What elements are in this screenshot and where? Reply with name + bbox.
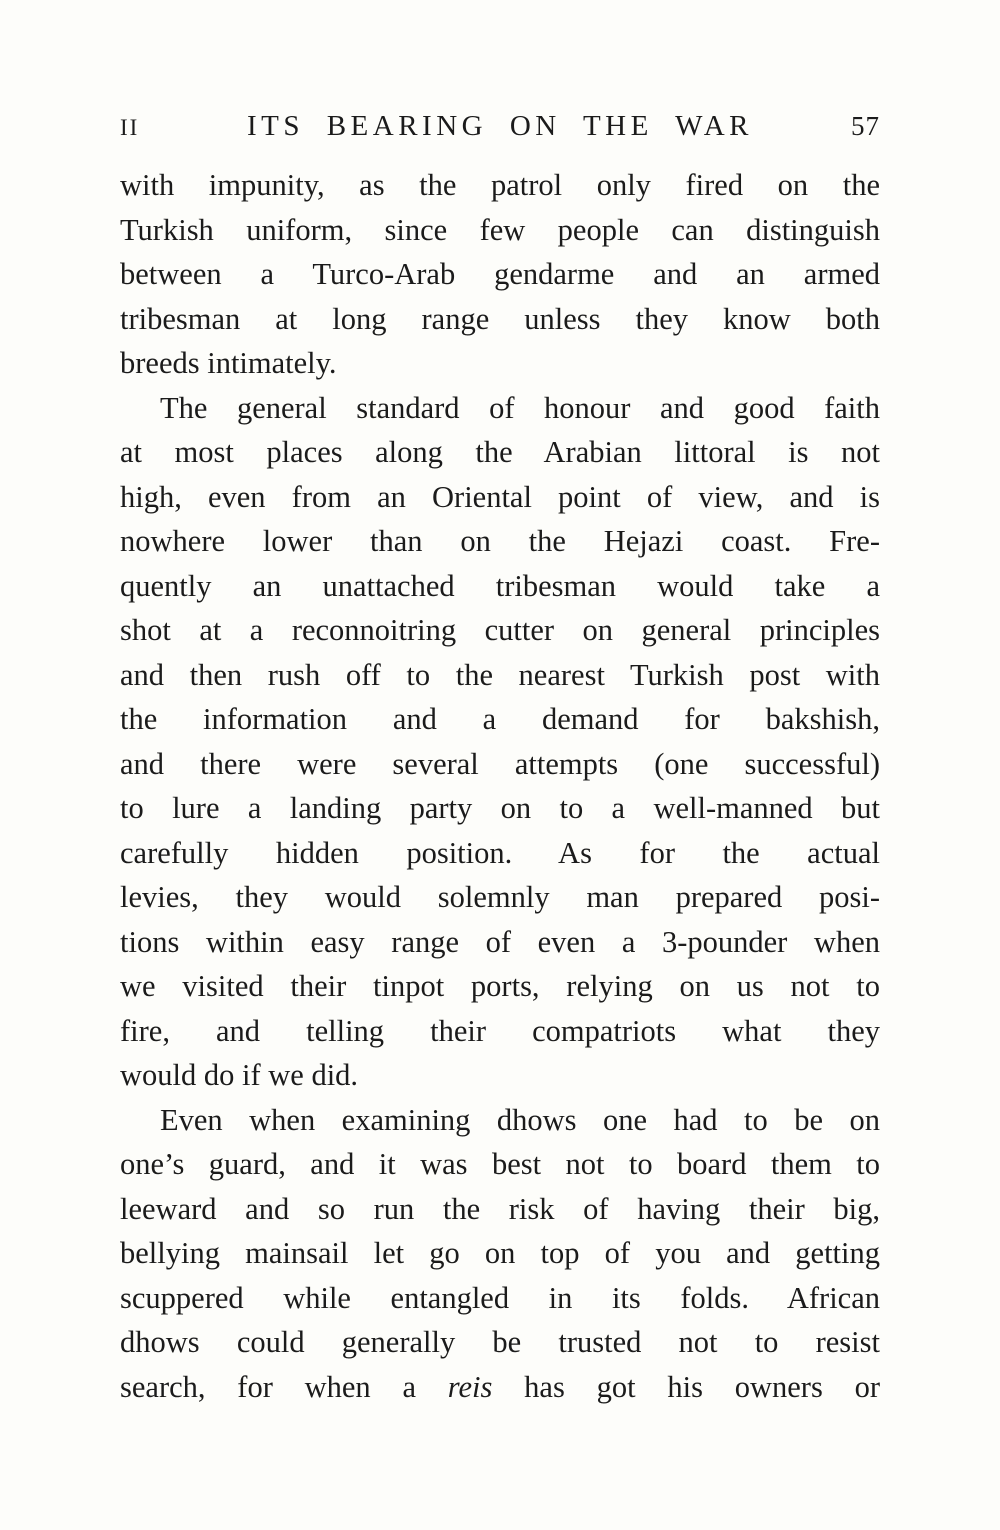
text-segment: search, for when a xyxy=(120,1369,448,1404)
text-line: and then rush off to the nearest Turkish post with xyxy=(120,657,880,692)
text-line: carefully hidden position. As for the actual xyxy=(120,835,880,870)
text-line: leeward and so run the risk of having their big, xyxy=(120,1191,880,1226)
text-line: the information and a demand for bakshish, xyxy=(120,702,880,736)
text-block xyxy=(120,163,880,1409)
text-line: to lure a landing party on to a well-manned but xyxy=(120,791,880,825)
text-line: fire, and telling their compatriots what they xyxy=(120,1013,880,1048)
page-number: 57 xyxy=(851,111,880,141)
text-line: breeds intimately. xyxy=(120,346,337,380)
text-line: would do if we did. xyxy=(120,1058,359,1092)
text-line: with impunity, as the patrol only fired on the xyxy=(120,168,880,202)
page-header xyxy=(120,110,880,143)
text-line: we visited their tinpot ports, relying on us not to xyxy=(120,969,880,1003)
text-line: levies, they would solemnly man prepared posi- xyxy=(120,880,880,914)
text-line: bellying mainsail let go on top of you and getting xyxy=(120,1236,880,1270)
text-line: shot at a reconnoitring cutter on general principles xyxy=(120,613,880,647)
text-line: and there were several attempts (one successful) xyxy=(120,746,880,781)
text-line xyxy=(120,1365,880,1410)
text-line: quently an unattached tribesman would take a xyxy=(120,568,880,603)
italic-term: reis xyxy=(447,1369,493,1404)
chapter-numeral: II xyxy=(120,115,140,140)
text-line: The general standard of honour and good faith xyxy=(160,390,880,425)
running-title: ITS BEARING ON THE WAR xyxy=(246,110,754,142)
paragraph xyxy=(120,1098,880,1410)
text-line: dhows could generally be trusted not to resist xyxy=(120,1325,880,1359)
text-line: nowhere lower than on the Hejazi coast. Fre- xyxy=(120,524,880,558)
text-line: between a Turco-Arab gendarme and an armed xyxy=(120,257,880,291)
text-line: tions within easy range of even a 3-pounder when xyxy=(120,924,880,959)
text-line: tribesman at long range unless they know both xyxy=(120,301,880,336)
text-line: one’s guard, and it was best not to board them to xyxy=(120,1147,880,1181)
text-line: scuppered while entangled in its folds. African xyxy=(120,1280,880,1315)
text-line: at most places along the Arabian littoral is not xyxy=(120,435,880,469)
text-line: Even when examining dhows one had to be on xyxy=(160,1102,880,1137)
text-line: high, even from an Oriental point of view, and is xyxy=(120,479,880,514)
paragraph xyxy=(120,163,880,386)
text-line: Turkish uniform, since few people can distinguish xyxy=(120,212,880,247)
paragraph xyxy=(120,386,880,1098)
text-segment: has got his owners or xyxy=(492,1369,880,1404)
